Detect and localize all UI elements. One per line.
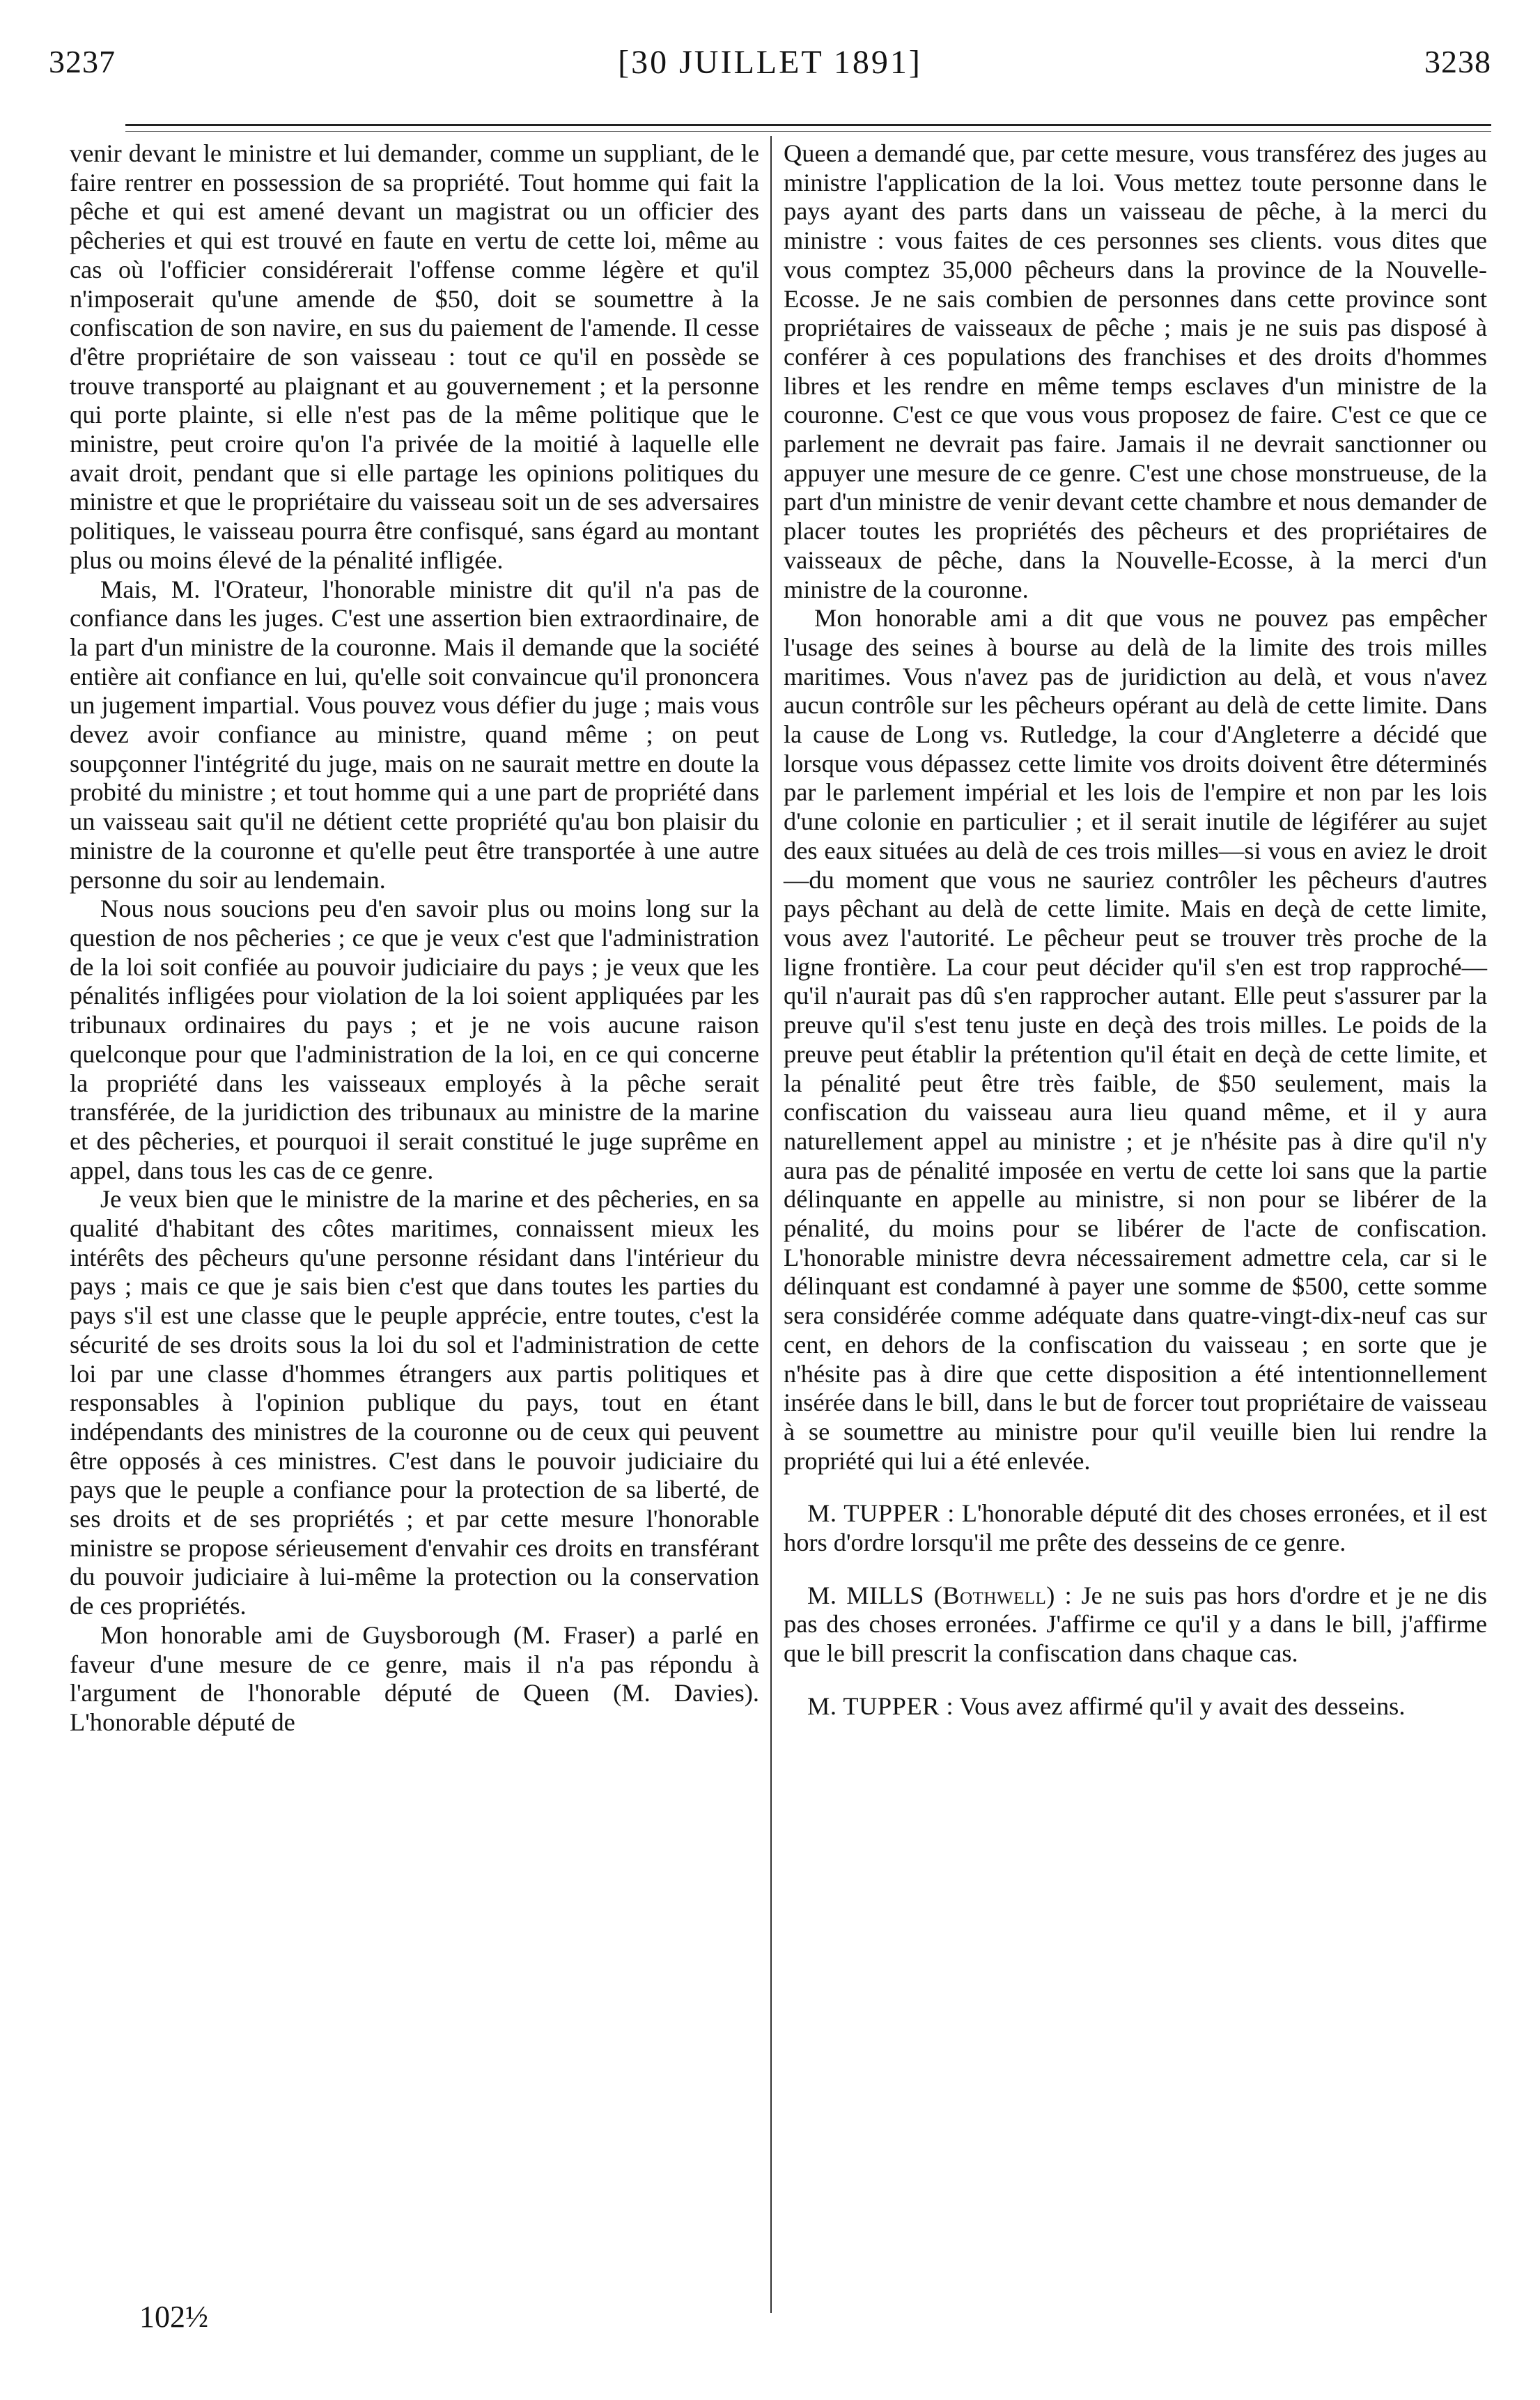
- speaker-name: M. TUPPER :: [807, 1691, 954, 1720]
- page-header: [49, 43, 1491, 85]
- left-column: [70, 139, 759, 1737]
- speech-tupper-1: [784, 1499, 1487, 1557]
- page-number-right: 3238: [1424, 44, 1491, 79]
- right-column: [784, 139, 1487, 1721]
- column-divider: [770, 136, 772, 2313]
- speech-text: Vous avez affirmé qu'il y avait des desseins.: [959, 1691, 1406, 1720]
- speech-text: L'honorable député dit des choses erronées, et il est hors d'ordre lorsqu'il me prête des desseins de ce genre.: [784, 1499, 1487, 1557]
- paragraph: Mon honorable ami a dit que vous ne pouvez pas empêcher l'usage des seines à bourse au delà de la limite des trois milles maritimes. Vous n'avez pas de juridiction au delà, et vous n'avez aucun contrôle sur les pêcheurs opérant au delà de cette limite. Dans la cause de Long vs. Rutledge, la cour d'Angleterre a décidé que lorsque vous dépassez cette limite vos droits doivent être déterminés par le parlement impérial et les lois de l'empire et non par les lois d'une colonie en particulier ; et il serait inutile de légiférer au sujet des eaux situées au delà de ces trois milles—si vous en aviez le droit—du moment que vous ne sauriez contrôler les pêcheurs d'autres pays pêchant au delà de cette limite. Mais en deçà de cette limite, vous avez l'autorité. Le pêcheur peut se trouver très proche de la ligne frontière. La cour peut décider qu'il s'en est trop rapproché—qu'il n'aurait pas dû s'en rapprocher autant. Elle peut s'assurer par la preuve qu'il s'est tenu juste en deçà des trois milles. Le poids de la preuve peut établir la prétention qu'il était en deçà de cette limite, et la pénalité peut être très faible, de $50 seulement, mais la confiscation du vaisseau aura lieu quand même, et il y aura naturellement appel au ministre ; et je n'hésite pas à dire qu'il n'y aura pas de pénalité imposée en vertu de cette loi sans que la partie délinquante en appelle au ministre, si non pour se libérer de la pénalité, du moins pour se libérer de l'acte de confiscation. L'honorable ministre devra nécessairement admettre cela, car si le délinquant est condamné à payer une somme de $500, cette somme sera considérée comme adéquate dans quatre-vingt-dix-neuf cas sur cent, en dehors de la confiscation du vaisseau ; en sorte que je n'hésite pas à dire que cette disposition a été intentionnellement insérée dans le bill, dans le but de forcer tout propriétaire de vaisseau à se soumettre au ministre pour qu'il veuille bien lui rendre la propriété qui lui a été enlevée.: [784, 604, 1487, 1475]
- paragraph: Mais, M. l'Orateur, l'honorable ministre dit qu'il n'a pas de confiance dans les juges. C'est une assertion bien extraordinaire, de la part d'un ministre de la couronne. Mais il demande que la société entière ait confiance en lui, qu'elle soit convaincue qu'il prononcera un jugement impartial. Vous pouvez vous défier du juge ; mais vous devez avoir confiance au ministre, quand même ; on peut soupçonner l'intégrité du juge, mais on ne saurait mettre en doute la probité du ministre ; et tout homme qui a une part de propriété dans un vaisseau sait qu'il ne détient cette propriété qu'au bon plaisir du ministre de la couronne et qu'elle peut être transportée à une autre personne du soir au lendemain.: [70, 575, 759, 894]
- speaker-name: M. TUPPER :: [807, 1499, 955, 1528]
- page-date: [30 JUILLET 1891]: [618, 44, 922, 81]
- paragraph: Queen a demandé que, par cette mesure, vous transférez des juges au ministre l'application de la loi. Vous mettez toute personne dans le pays ayant des parts dans un vaisseau de pêche, à la merci du ministre : vous faites de ces personnes ses clients. vous dites que vous comptez 35,000 pêcheurs dans la province de la Nouvelle-Ecosse. Je ne sais combien de personnes dans cette province sont propriétaires de vaisseaux de pêche ; mais je ne suis pas disposé à conférer à ces populations des franchises et des droits d'hommes libres et les rendre en même temps esclaves d'un ministre de la couronne. C'est ce que vous vous proposez de faire. C'est ce que ce parlement ne devrait pas faire. Jamais il ne devrait sanctionner ou appuyer une mesure de ce genre. C'est une chose monstrueuse, de la part d'un ministre de venir devant cette chambre et nous demander de placer toutes les propriétés des pêcheurs et des propriétaires de vaisseaux de pêche, dans la Nouvelle-Ecosse, à la merci d'un ministre de la couronne.: [784, 139, 1487, 603]
- speech-tupper-2: [784, 1692, 1487, 1721]
- header-rule-thin: [125, 131, 1491, 132]
- paragraph: venir devant le ministre et lui demander, comme un suppliant, de le faire rentrer en possession de sa propriété. Tout homme qui fait la pêche et qui est amené devant un magistrat ou un officier des pêcheries et qui est trouvé en faute en vertu de cette loi, même au cas où l'officier considérerait l'offense comme légère et qu'il n'imposerait qu'une amende de $50, doit se soumettre à la confiscation de son navire, en sus du paiement de l'amende. Il cesse d'être propriétaire de son vaisseau : tout ce qu'il en possède se trouve transporté au plaignant et au gouvernement ; et la personne qui porte plainte, si elle n'est pas de la même politique que le ministre, peut croire qu'on l'a privée de la moitié à laquelle elle avait droit, pendant que si elle partage les opinions politiques du ministre et que le propriétaire du vaisseau soit un de ses adversaires politiques, le vaisseau pourra être confisqué, sans égard au montant plus ou moins élevé de la pénalité infligée.: [70, 139, 759, 574]
- paragraph: Mon honorable ami de Guysborough (M. Fraser) a parlé en faveur d'une mesure de ce genre, mais il n'a pas répondu à l'argument de l'honorable député de Queen (M. Davies). L'honorable député de: [70, 1620, 759, 1736]
- signature-mark: 102½: [139, 2300, 208, 2334]
- speech-text: Je ne suis pas hors d'ordre et je ne dis pas des choses erronées. J'affirme ce qu'il y a dans le bill, j'affirme que le bill prescrit la confiscation dans chaque cas.: [784, 1581, 1487, 1668]
- speaker-name: M. MILLS (Bothwell) :: [807, 1581, 1073, 1609]
- header-rule: [125, 124, 1491, 126]
- paragraph: Nous nous soucions peu d'en savoir plus ou moins long sur la question de nos pêcheries ; ce que je veux c'est que l'administration de la loi soit confiée au pouvoir judiciaire du pays ; je veux que les pénalités infligées pour violation de la loi soient appliquées par les tribunaux ordinaires du pays ; et je ne vois aucune raison quelconque pour que l'administration de la loi, en ce qui concerne la propriété dans les vaisseaux employés à la pêche serait transférée, de la juridiction des tribunaux au ministre de la marine et des pêcheries, et pourquoi il serait constitué le juge suprême en appel, dans tous les cas de ce genre.: [70, 895, 759, 1184]
- paragraph: Je veux bien que le ministre de la marine et des pêcheries, en sa qualité d'habitant des côtes maritimes, connaissent mieux les intérêts des pêcheurs qu'une personne résidant dans l'intérieur du pays ; mais ce que je sais bien c'est que dans toutes les parties du pays s'il est une classe que le peuple apprécie, entre toutes, c'est la sécurité de ses droits sous la loi du sol et l'administration de cette loi par une classe d'hommes étrangers aux partis politiques et responsables à l'opinion publique du pays, tout en étant indépendants des ministres de la couronne ou de ceux qui peuvent être opposés à ces ministres. C'est dans le pouvoir judiciaire du pays que le peuple a confiance pour la protection de sa liberté, de ses droits et de ses propriétés ; et par cette mesure l'honorable ministre se propose sérieusement d'envahir ces droits en transférant du pouvoir judiciaire à lui-même la protection ou la conservation de ces propriétés.: [70, 1185, 759, 1620]
- page-number-left: 3237: [49, 44, 116, 79]
- speech-mills: [784, 1581, 1487, 1669]
